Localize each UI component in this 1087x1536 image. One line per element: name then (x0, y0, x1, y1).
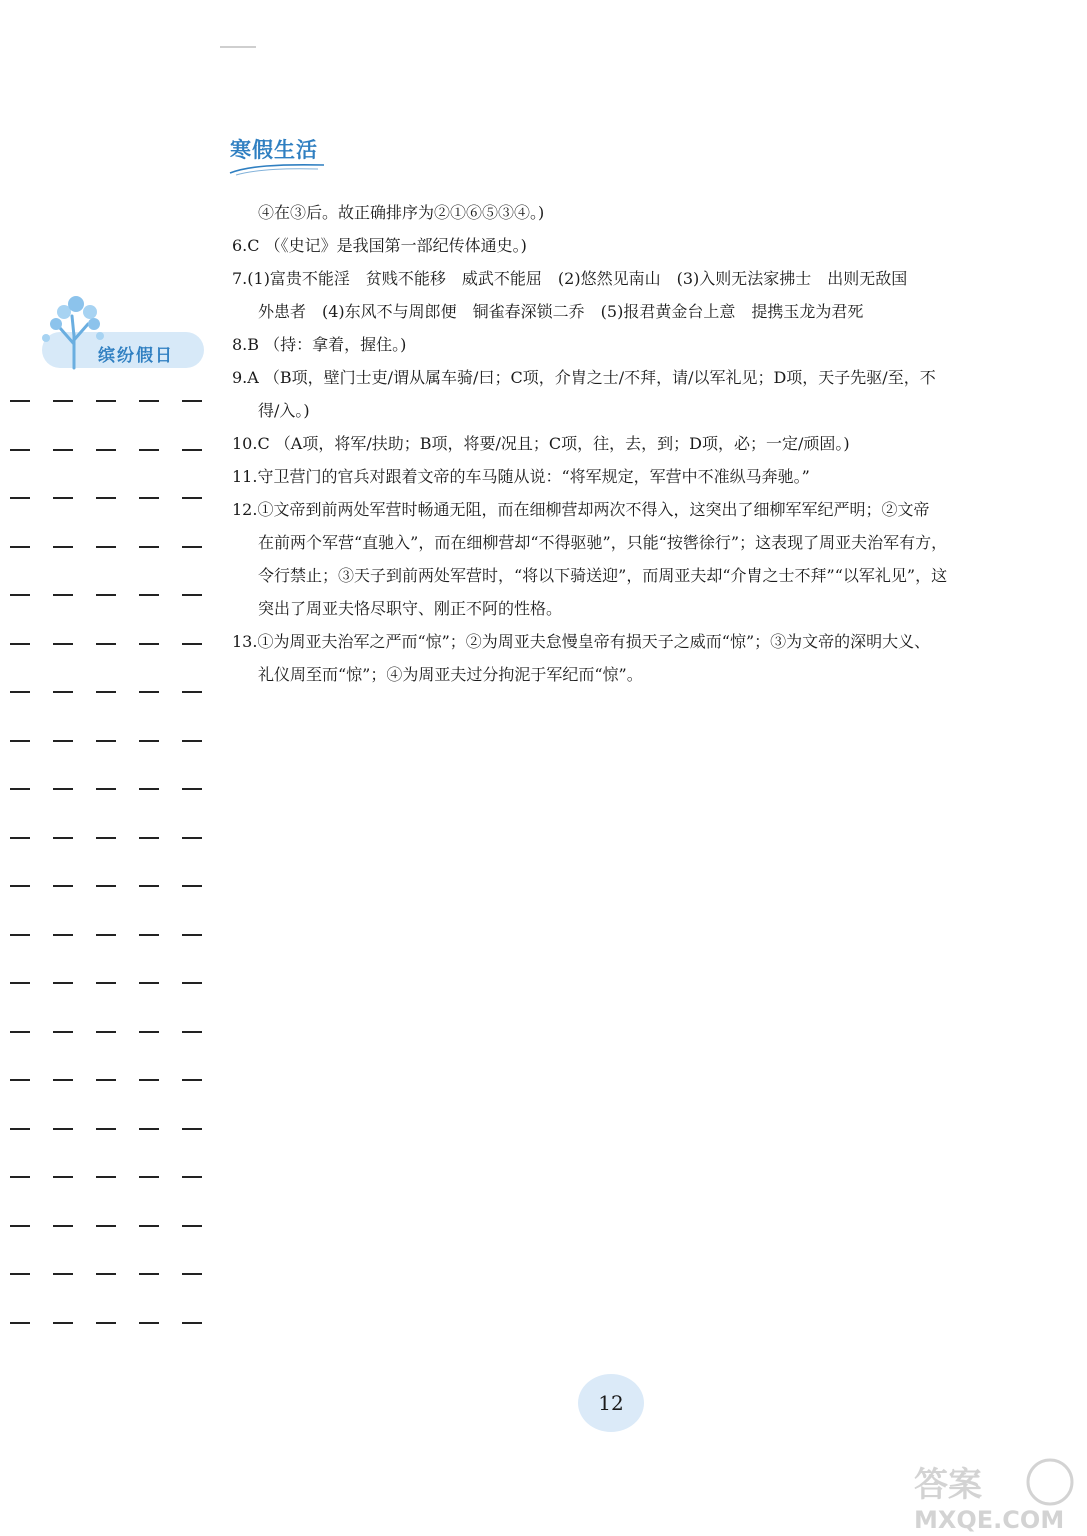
note-dash (139, 1322, 159, 1324)
note-dash (139, 1031, 159, 1033)
answer-line (232, 460, 1002, 493)
banner-label: 缤纷假日 (98, 346, 174, 366)
answer-text: 11.守卫营门的官兵对跟着文帝的车马随从说：“将军规定，军营中不准纵马奔驰。” (232, 467, 810, 486)
note-dash (139, 1128, 159, 1130)
watermark-logo-icon (910, 1456, 1080, 1532)
note-row (10, 1176, 210, 1178)
note-dash (10, 1322, 30, 1324)
note-row (10, 1031, 210, 1033)
answer-line-continuation (232, 559, 1002, 592)
note-dash (182, 1176, 202, 1178)
answer-text: 在前两个军营“直驰入”，而在细柳营却“不得驱驰”，只能“按辔徐行”；这表现了周亚夫治军有方， (258, 533, 948, 552)
note-dash (182, 982, 202, 984)
note-dash (96, 934, 116, 936)
note-dash (53, 691, 73, 693)
note-dash (10, 546, 30, 548)
note-row (10, 1273, 210, 1275)
note-dash (139, 1273, 159, 1275)
note-row (10, 1079, 210, 1081)
top-margin-mark (220, 46, 256, 48)
note-row (10, 885, 210, 887)
note-row (10, 788, 210, 790)
note-dash (96, 497, 116, 499)
answer-line-continuation (232, 592, 1002, 625)
note-dash (182, 885, 202, 887)
note-dash (53, 1322, 73, 1324)
note-lines (10, 0, 210, 1400)
note-dash (96, 400, 116, 402)
note-row (10, 1322, 210, 1324)
note-dash (53, 1225, 73, 1227)
answer-text: 令行禁止；③天子到前两处军营时，“将以下骑送迎”，而周亚夫却“介胄之士不拜”“以军礼见”，这 (258, 566, 948, 585)
answer-line-continuation (232, 526, 1002, 559)
note-row (10, 449, 210, 451)
note-dash (53, 885, 73, 887)
note-dash (10, 643, 30, 645)
note-dash (182, 594, 202, 596)
note-row (10, 546, 210, 548)
note-dash (96, 1031, 116, 1033)
note-dash (53, 1079, 73, 1081)
note-dash (182, 1322, 202, 1324)
answer-text: ④在③后。故正确排序为②①⑥⑤③④。) (258, 203, 545, 222)
note-dash (96, 1273, 116, 1275)
note-dash (96, 1128, 116, 1130)
note-row (10, 691, 210, 693)
note-dash (139, 982, 159, 984)
note-dash (139, 1176, 159, 1178)
note-dash (10, 497, 30, 499)
note-dash (139, 837, 159, 839)
note-dash (10, 934, 30, 936)
answer-text: 礼仪周至而“惊”；④为周亚夫过分拘泥于军纪而“惊”。 (258, 665, 643, 684)
note-dash (139, 885, 159, 887)
answer-text: 8.B （持：拿着，握住。) (232, 335, 407, 354)
note-dash (139, 497, 159, 499)
answer-list (232, 196, 1002, 691)
note-dash (53, 400, 73, 402)
note-dash (139, 546, 159, 548)
answer-line-continuation (232, 196, 1002, 229)
note-dash (182, 497, 202, 499)
answer-text: 12.①文帝到前两处军营时畅通无阻，而在细柳营却两次不得入，这突出了细柳军军纪严明；②文帝 (232, 500, 930, 519)
note-row (10, 497, 210, 499)
answer-text: 6.C （《史记》是我国第一部纪传体通史。) (232, 236, 527, 255)
note-dash (182, 788, 202, 790)
note-dash (96, 546, 116, 548)
note-dash (139, 691, 159, 693)
note-row (10, 643, 210, 645)
note-dash (96, 1176, 116, 1178)
note-dash (96, 691, 116, 693)
note-dash (53, 1128, 73, 1130)
note-dash (53, 740, 73, 742)
note-row (10, 400, 210, 402)
answer-line-continuation (232, 295, 1002, 328)
note-dash (10, 788, 30, 790)
note-dash (182, 1128, 202, 1130)
note-dash (139, 400, 159, 402)
note-dash (53, 1176, 73, 1178)
note-row (10, 594, 210, 596)
note-dash (53, 1031, 73, 1033)
note-dash (182, 740, 202, 742)
note-dash (10, 1079, 30, 1081)
answer-line-continuation (232, 658, 1002, 691)
note-row (10, 982, 210, 984)
answer-text: 13.①为周亚夫治军之严而“惊”；②为周亚夫怠慢皇帝有损天子之威而“惊”；③为文帝的深明大义、 (232, 632, 931, 651)
note-dash (96, 982, 116, 984)
note-dash (53, 788, 73, 790)
note-dash (139, 643, 159, 645)
note-dash (96, 1079, 116, 1081)
svg-text:MXQE.COM: MXQE.COM (914, 1506, 1065, 1532)
answer-line-continuation (232, 394, 1002, 427)
answer-text: 外患者 (4)东风不与周郎便 铜雀春深锁二乔 (5)报君黄金台上意 提携玉龙为君死 (258, 302, 864, 321)
note-dash (53, 449, 73, 451)
answer-text: 突出了周亚夫恪尽职守、刚正不阿的性格。 (258, 599, 563, 618)
note-dash (139, 740, 159, 742)
section-title: 寒假生活 (230, 138, 318, 162)
note-dash (182, 1225, 202, 1227)
note-row (10, 740, 210, 742)
answer-line (232, 625, 1002, 658)
note-dash (96, 788, 116, 790)
note-dash (10, 400, 30, 402)
note-dash (96, 1225, 116, 1227)
note-dash (53, 934, 73, 936)
note-dash (182, 691, 202, 693)
note-dash (139, 788, 159, 790)
note-dash (10, 982, 30, 984)
answer-line (232, 229, 1002, 262)
note-row (10, 934, 210, 936)
note-dash (182, 1079, 202, 1081)
note-dash (10, 740, 30, 742)
note-dash (10, 449, 30, 451)
note-dash (53, 546, 73, 548)
note-dash (53, 1273, 73, 1275)
note-dash (182, 837, 202, 839)
answer-text: 得/入。) (258, 401, 310, 420)
answer-text: 10.C （A项，将军/扶助；B项，将要/况且；C项，往，去，到；D项，必；一定/顽固。) (232, 434, 850, 453)
note-dash (10, 1176, 30, 1178)
note-dash (53, 594, 73, 596)
note-dash (96, 594, 116, 596)
note-dash (96, 643, 116, 645)
note-dash (96, 885, 116, 887)
note-dash (10, 1128, 30, 1130)
note-dash (53, 643, 73, 645)
answer-line (232, 493, 1002, 526)
note-dash (53, 982, 73, 984)
note-row (10, 1128, 210, 1130)
note-dash (139, 1079, 159, 1081)
note-dash (182, 400, 202, 402)
answer-text: 7.(1)富贵不能淫 贫贱不能移 威武不能屈 (2)悠然见南山 (3)入则无法家拂士 出则无敌国 (232, 269, 908, 288)
note-dash (96, 837, 116, 839)
note-dash (182, 934, 202, 936)
note-row (10, 1225, 210, 1227)
note-dash (53, 497, 73, 499)
note-dash (139, 594, 159, 596)
svg-text:答案: 答案 (914, 1465, 982, 1505)
note-dash (139, 1225, 159, 1227)
note-dash (182, 1273, 202, 1275)
note-row (10, 837, 210, 839)
note-dash (139, 934, 159, 936)
note-dash (96, 740, 116, 742)
note-dash (10, 885, 30, 887)
note-dash (10, 1031, 30, 1033)
note-dash (10, 594, 30, 596)
note-dash (10, 1225, 30, 1227)
answer-line (232, 361, 1002, 394)
note-dash (96, 1322, 116, 1324)
answer-text: 9.A （B项，壁门士吏/谓从属车骑/曰；C项，介胄之士/不拜，请/以军礼见；D项，天子先驱/至，不 (232, 368, 936, 387)
page-number: 12 (578, 1374, 644, 1432)
note-dash (10, 837, 30, 839)
answer-line (232, 262, 1002, 295)
note-dash (182, 546, 202, 548)
note-dash (96, 449, 116, 451)
answer-line (232, 328, 1002, 361)
note-dash (182, 449, 202, 451)
title-underline-swoosh (228, 162, 328, 176)
answer-line (232, 427, 1002, 460)
note-dash (53, 837, 73, 839)
note-dash (139, 449, 159, 451)
note-dash (10, 1273, 30, 1275)
note-dash (10, 691, 30, 693)
note-dash (182, 643, 202, 645)
note-dash (182, 1031, 202, 1033)
